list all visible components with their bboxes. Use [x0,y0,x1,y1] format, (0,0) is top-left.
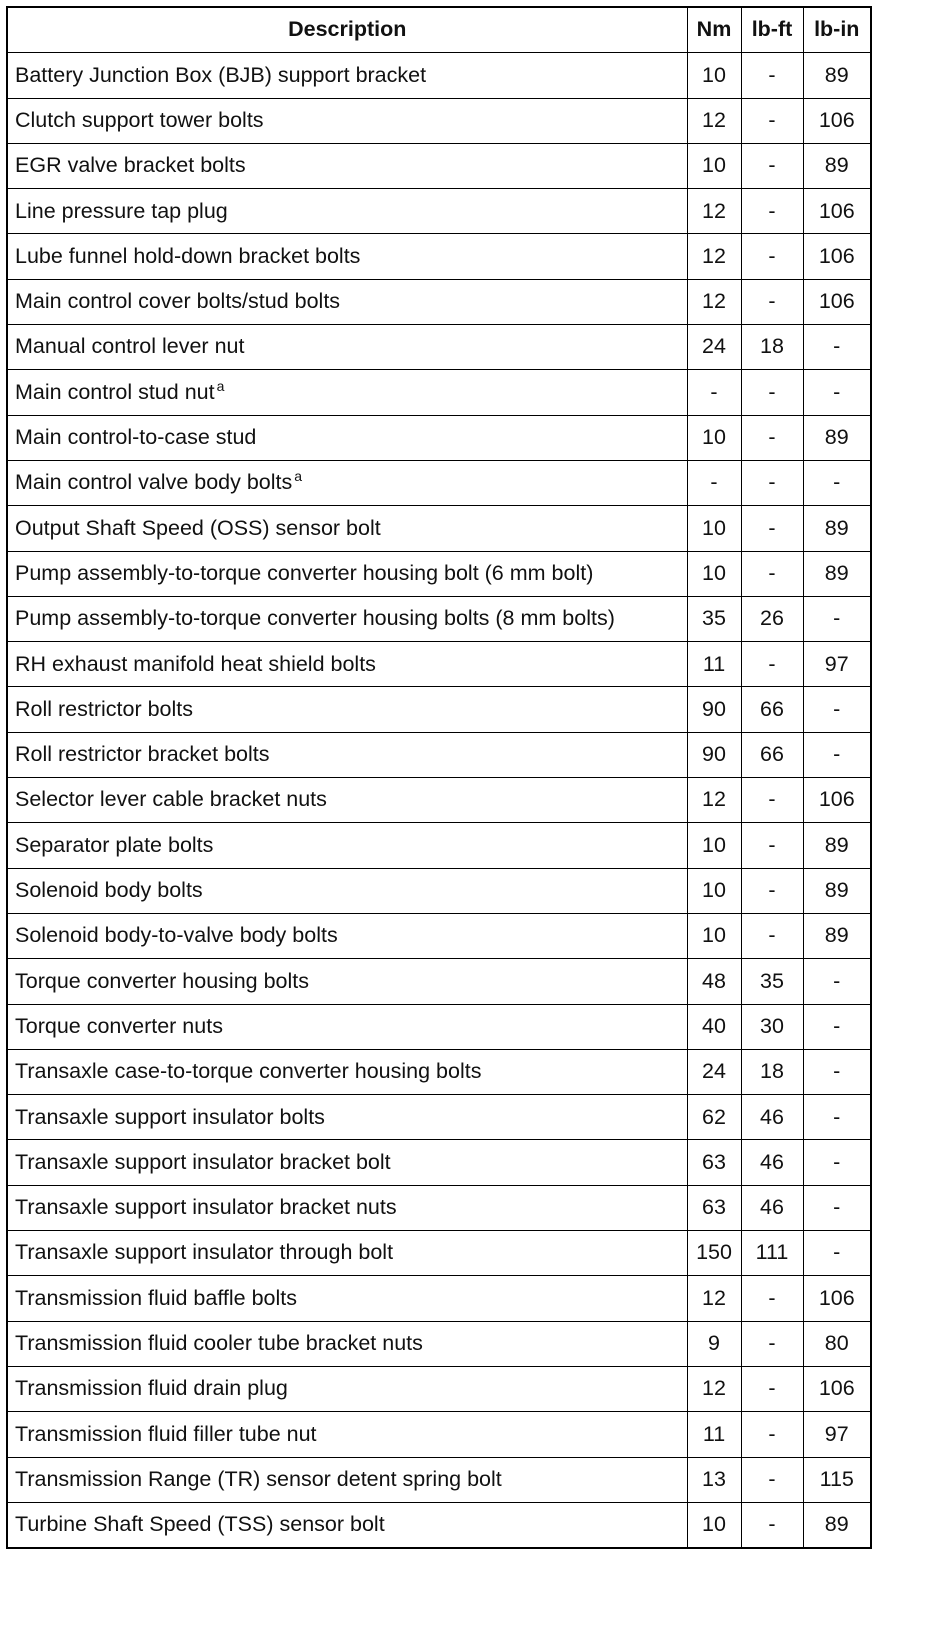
header-lb-in: lb-in [803,7,871,53]
table-row [7,1140,871,1185]
cell-description [7,642,687,687]
cell-description [7,370,687,415]
cell-lb-ft: 66 [741,732,803,777]
cell-description [7,823,687,868]
cell-description [7,460,687,505]
cell-lb-in: - [803,1095,871,1140]
cell-description [7,1231,687,1276]
table-row [7,143,871,188]
cell-description [7,1185,687,1230]
cell-description [7,325,687,370]
cell-lb-in: - [803,1231,871,1276]
cell-lb-ft: - [741,234,803,279]
description-text: Main control valve body bolts [15,470,293,495]
cell-lb-ft: - [741,1366,803,1411]
cell-lb-ft: 46 [741,1095,803,1140]
description-text: Solenoid body bolts [15,878,203,903]
table-row [7,1502,871,1548]
cell-lb-in: 106 [803,189,871,234]
cell-lb-ft: - [741,370,803,415]
table-row [7,189,871,234]
table-row [7,1321,871,1366]
torque-specifications-table [6,6,872,1549]
table-row [7,1095,871,1140]
description-text: Torque converter nuts [15,1013,223,1038]
cell-lb-in: 106 [803,778,871,823]
cell-description [7,1140,687,1185]
cell-nm: 40 [687,1004,741,1049]
description-text: Pump assembly-to-torque converter housing bolts (8 mm bolts) [15,606,615,631]
cell-description [7,53,687,98]
description-text: Line pressure tap plug [15,198,228,223]
table-row [7,778,871,823]
cell-description [7,551,687,596]
cell-description [7,1004,687,1049]
table-row [7,732,871,777]
cell-lb-in: 97 [803,642,871,687]
cell-lb-ft: - [741,1321,803,1366]
table-row [7,325,871,370]
cell-lb-in: 106 [803,279,871,324]
cell-nm: 10 [687,1502,741,1548]
cell-lb-ft: - [741,53,803,98]
header-lb-ft: lb-ft [741,7,803,53]
cell-lb-in: 89 [803,53,871,98]
description-text: Solenoid body-to-valve body bolts [15,923,338,948]
footnote-marker: a [294,468,303,485]
cell-nm: 10 [687,551,741,596]
cell-nm: 63 [687,1140,741,1185]
cell-nm: 63 [687,1185,741,1230]
description-text: EGR valve bracket bolts [15,153,246,178]
cell-lb-in: - [803,460,871,505]
cell-description [7,279,687,324]
cell-lb-ft: - [741,506,803,551]
description-text: Clutch support tower bolts [15,107,264,132]
cell-nm: - [687,370,741,415]
cell-lb-ft: - [741,868,803,913]
cell-nm: 12 [687,189,741,234]
description-text: Transaxle support insulator bracket nuts [15,1195,397,1220]
cell-nm: - [687,460,741,505]
cell-lb-in: 89 [803,913,871,958]
cell-description [7,143,687,188]
cell-nm: 90 [687,732,741,777]
cell-nm: 12 [687,234,741,279]
cell-lb-in: - [803,959,871,1004]
table-row [7,234,871,279]
cell-lb-in: 97 [803,1412,871,1457]
description-text: RH exhaust manifold heat shield bolts [15,651,376,676]
description-text: Battery Junction Box (BJB) support bracket [15,62,427,87]
cell-lb-ft: - [741,1412,803,1457]
cell-lb-ft: - [741,143,803,188]
cell-description [7,1321,687,1366]
description-text: Transaxle support insulator bracket bolt [15,1149,391,1174]
table-row [7,370,871,415]
description-text: Transaxle case-to-torque converter housing bolts [15,1059,482,1084]
cell-lb-ft: - [741,1457,803,1502]
cell-lb-ft: 111 [741,1231,803,1276]
cell-lb-in: - [803,1140,871,1185]
cell-nm: 10 [687,823,741,868]
cell-nm: 24 [687,325,741,370]
cell-lb-in: - [803,1004,871,1049]
cell-nm: 12 [687,279,741,324]
description-text: Transaxle support insulator through bolt [15,1240,394,1265]
cell-description [7,778,687,823]
cell-nm: 35 [687,596,741,641]
cell-nm: 12 [687,778,741,823]
description-text: Pump assembly-to-torque converter housing bolt (6 mm bolt) [15,560,594,585]
cell-lb-in: - [803,1185,871,1230]
cell-description [7,506,687,551]
cell-description [7,189,687,234]
cell-lb-in: 89 [803,1502,871,1548]
cell-lb-ft: - [741,460,803,505]
cell-nm: 10 [687,415,741,460]
cell-lb-ft: 46 [741,1185,803,1230]
description-text: Lube funnel hold-down bracket bolts [15,243,361,268]
footnote-marker: a [216,377,225,394]
cell-nm: 9 [687,1321,741,1366]
cell-lb-ft: 35 [741,959,803,1004]
description-text: Separator plate bolts [15,832,214,857]
table-row [7,596,871,641]
cell-lb-in: 106 [803,98,871,143]
cell-nm: 12 [687,1366,741,1411]
cell-lb-in: - [803,732,871,777]
cell-description [7,1049,687,1094]
cell-description [7,1502,687,1548]
description-text: Transmission Range (TR) sensor detent spring bolt [15,1466,502,1491]
description-text: Transmission fluid filler tube nut [15,1421,317,1446]
header-nm: Nm [687,7,741,53]
table-row [7,415,871,460]
cell-lb-in: - [803,596,871,641]
cell-lb-ft: - [741,415,803,460]
table-row [7,98,871,143]
description-text: Torque converter housing bolts [15,968,310,993]
cell-description [7,98,687,143]
table-row [7,642,871,687]
cell-description [7,1276,687,1321]
table-row [7,506,871,551]
cell-lb-ft: - [741,551,803,596]
table-row [7,1185,871,1230]
cell-nm: 90 [687,687,741,732]
cell-nm: 10 [687,913,741,958]
table-row [7,1366,871,1411]
cell-lb-ft: - [741,1276,803,1321]
description-text: Main control stud nut [15,379,215,404]
table-row [7,1276,871,1321]
cell-nm: 12 [687,1276,741,1321]
cell-description [7,1366,687,1411]
cell-nm: 10 [687,143,741,188]
cell-lb-in: 89 [803,143,871,188]
cell-lb-ft: 18 [741,1049,803,1094]
table-row [7,687,871,732]
cell-description [7,1095,687,1140]
cell-lb-ft: - [741,642,803,687]
cell-lb-ft: - [741,823,803,868]
cell-nm: 150 [687,1231,741,1276]
cell-lb-ft: - [741,913,803,958]
cell-lb-in: - [803,687,871,732]
description-text: Main control-to-case stud [15,425,257,450]
table-row [7,279,871,324]
table-row [7,913,871,958]
description-text: Manual control lever nut [15,334,245,359]
table-row [7,53,871,98]
table-row [7,1004,871,1049]
description-text: Main control cover bolts/stud bolts [15,289,341,314]
cell-description [7,1457,687,1502]
cell-description [7,913,687,958]
cell-description [7,596,687,641]
cell-lb-in: - [803,1049,871,1094]
cell-nm: 11 [687,1412,741,1457]
cell-nm: 24 [687,1049,741,1094]
cell-nm: 10 [687,506,741,551]
table-row [7,460,871,505]
cell-lb-ft: - [741,778,803,823]
description-text: Turbine Shaft Speed (TSS) sensor bolt [15,1512,385,1537]
cell-nm: 12 [687,98,741,143]
cell-description [7,234,687,279]
cell-description [7,687,687,732]
description-text: Transmission fluid drain plug [15,1376,288,1401]
cell-nm: 62 [687,1095,741,1140]
table-row [7,1457,871,1502]
table-header-row [7,7,871,53]
cell-lb-in: 89 [803,415,871,460]
cell-lb-ft: 18 [741,325,803,370]
table-row [7,1412,871,1457]
table-row [7,551,871,596]
description-text: Output Shaft Speed (OSS) sensor bolt [15,515,381,540]
cell-lb-ft: 66 [741,687,803,732]
header-description: Description [7,7,687,53]
description-text: Selector lever cable bracket nuts [15,787,327,812]
cell-lb-in: 106 [803,1276,871,1321]
table-row [7,1049,871,1094]
table-row [7,823,871,868]
cell-lb-ft: 26 [741,596,803,641]
description-text: Transaxle support insulator bolts [15,1104,325,1129]
cell-lb-in: 89 [803,868,871,913]
cell-lb-ft: - [741,1502,803,1548]
cell-lb-in: - [803,370,871,415]
cell-lb-in: 89 [803,823,871,868]
cell-nm: 11 [687,642,741,687]
cell-description [7,732,687,777]
cell-lb-in: 115 [803,1457,871,1502]
description-text: Roll restrictor bolts [15,696,194,721]
cell-nm: 10 [687,868,741,913]
cell-lb-in: - [803,325,871,370]
cell-nm: 10 [687,53,741,98]
cell-lb-ft: - [741,279,803,324]
cell-lb-in: 106 [803,234,871,279]
cell-description [7,959,687,1004]
cell-nm: 13 [687,1457,741,1502]
table-row [7,868,871,913]
table-row [7,959,871,1004]
description-text: Roll restrictor bracket bolts [15,742,270,767]
cell-lb-ft: - [741,189,803,234]
cell-lb-ft: - [741,98,803,143]
cell-lb-in: 89 [803,551,871,596]
cell-nm: 48 [687,959,741,1004]
cell-lb-ft: 46 [741,1140,803,1185]
description-text: Transmission fluid baffle bolts [15,1285,298,1310]
cell-description [7,415,687,460]
cell-description [7,1412,687,1457]
cell-lb-in: 80 [803,1321,871,1366]
table-row [7,1231,871,1276]
cell-description [7,868,687,913]
cell-lb-in: 89 [803,506,871,551]
cell-lb-ft: 30 [741,1004,803,1049]
cell-lb-in: 106 [803,1366,871,1411]
description-text: Transmission fluid cooler tube bracket nuts [15,1331,423,1355]
